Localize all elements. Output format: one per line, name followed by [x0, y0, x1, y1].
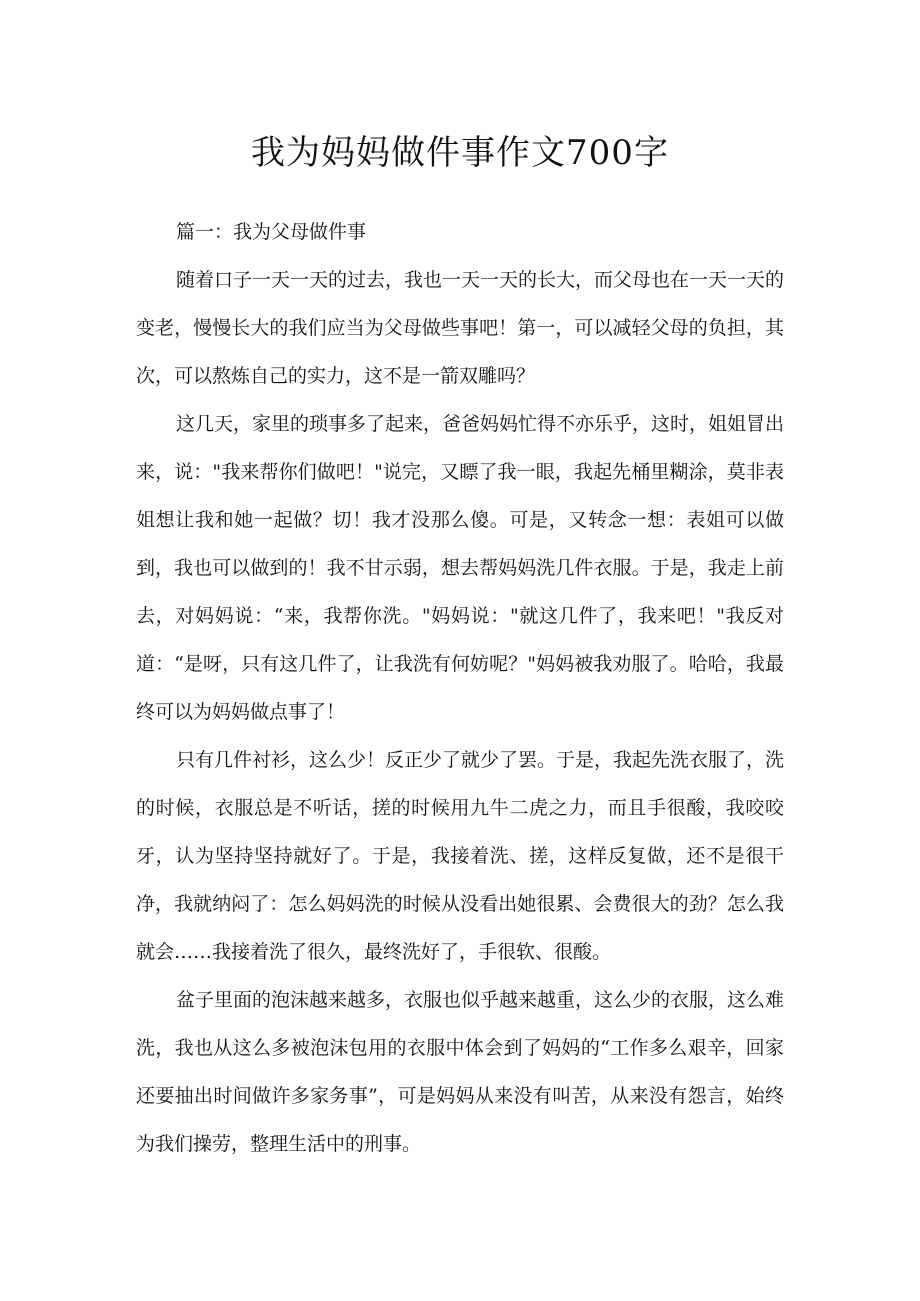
paragraph-3: 只有几件衬衫，这么少！反正少了就少了罢。于是，我起先洗衣服了，洗的时候，衣服总是不听话，搓的时候用九牛二虎之力，而且手很酸，我咬咬牙，认为坚持坚持就好了。于是，我接着洗、搓，这样反复做，还不是很干净，我就纳闷了：怎么妈妈洗的时候从没看出她很累、会费很大的劲？怎么我就会……我接着洗了很久，最终洗好了，手很软、很酸。: [136, 749, 785, 963]
document-title: 我为妈妈做件事作文700字: [251, 133, 669, 173]
paragraph-2: 这几天，家里的琐事多了起来，爸爸妈妈忙得不亦乐乎，这时，姐姐冒出来，说："我来帮你们做吧！"说完，又瞟了我一眼，我起先桶里糊涂，莫非表姐想让我和她一起做？切！我才没那么傻。可是，又转念一想：表姐可以做到，我也可以做到的！我不甘示弱，想去帮妈妈洗几件衣服。于是，我走上前去，对妈妈说：“来，我帮你洗。"妈妈说："就这几件了，我来吧！"我反对道：“是呀，只有这几件了，让我洗有何妨呢？"妈妈被我劝服了。哈哈，我最终可以为妈妈做点事了！: [136, 413, 785, 723]
paragraph-4: 盆子里面的泡沫越来越多，衣服也似乎越来越重，这么少的衣服，这么难洗，我也从这么多被泡沫包用的衣服中体会到了妈妈的“工作多么艰辛，回家还要抽出时间做许多家务事”，可是妈妈从来没有叫苦，从来没有怨言，始终为我们操劳，整理生活中的刑事。: [136, 989, 785, 1155]
paragraph-1: 随着口子一天一天的过去，我也一天一天的长大，而父母也在一天一天的变老，慢慢长大的我们应当为父母做些事吧！第一，可以减轻父母的负担，其次，可以熬炼自己的实力，这不是一箭双雕吗？: [136, 269, 785, 387]
section-heading: 篇一：我为父母做件事: [176, 221, 367, 243]
document-body: [136, 208, 784, 1168]
